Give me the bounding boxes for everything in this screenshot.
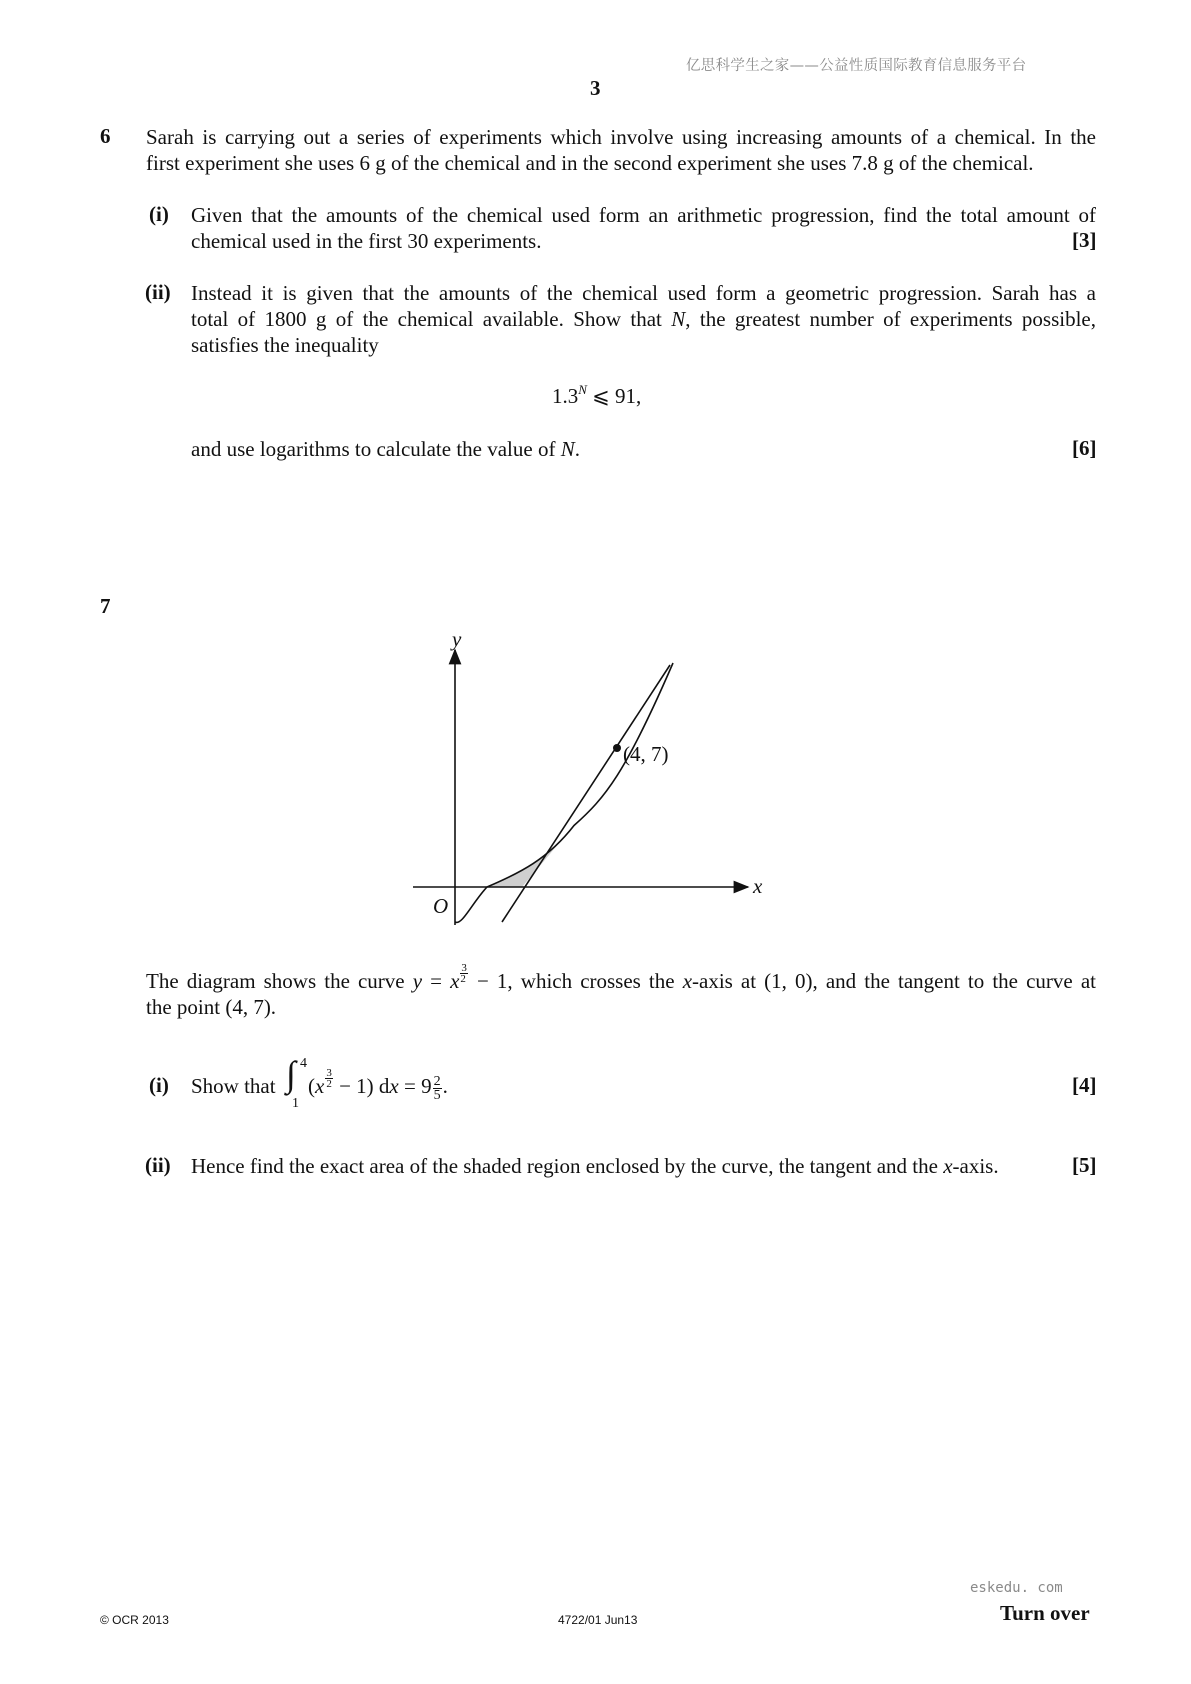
q7-desc-line2: the point (4, 7). [146, 995, 277, 1019]
q7-description [146, 961, 1096, 1020]
q7-part-i-label: (i) [149, 1073, 169, 1097]
variable-x: x [682, 969, 693, 993]
q7-desc-b: -axis at (1, 0), and the tangent to the curve at [692, 969, 1096, 993]
q6-part-ii-line4-a: and use logarithms to calculate the value of [191, 437, 561, 461]
q6-intro-line1: Sarah is carrying out a series of experiments which involve using increasing amounts of a chemical. In the [146, 125, 1096, 149]
q7-diagram [400, 615, 780, 930]
q6-part-ii-line2 [191, 306, 1096, 332]
q6-part-ii-line4 [191, 436, 580, 462]
question-6-number: 6 [100, 124, 111, 148]
q7-desc-line1 [146, 961, 1096, 994]
q6-part-i-line2: chemical used in the first 30 experiments. [191, 229, 542, 253]
footer-watermark: eskedu. com [970, 1580, 1063, 1596]
turn-over-text: Turn over [1000, 1601, 1090, 1625]
variable-N: N [671, 307, 686, 331]
integrand-open: ( [308, 1074, 315, 1098]
page-number: 3 [590, 76, 601, 100]
integral-upper-limit: 4 [300, 1056, 307, 1071]
q7-part-i-marks: [4] [1072, 1073, 1097, 1097]
answer-period: . [442, 1074, 448, 1098]
q7-part-i-text [191, 1073, 276, 1099]
inequality-rest: ⩽ 91, [586, 384, 642, 408]
exponent-fraction [460, 963, 468, 984]
q6-part-i-label: (i) [149, 202, 169, 226]
q7-part-ii-marks: [5] [1072, 1153, 1097, 1177]
q6-part-ii-line2-b: , the greatest number of experiments possible, [685, 307, 1096, 331]
q6-intro-line2: first experiment she uses 6 g of the chemical and in the second experiment she uses 7.8 g of the chemical. [146, 151, 1034, 175]
variable-x: x [315, 1074, 325, 1098]
integral-sign: ∫ [286, 1054, 296, 1094]
q6-part-ii-label: (ii) [145, 280, 171, 304]
integrand-rest: − 1) d [333, 1074, 390, 1098]
q6-part-ii-line1: Instead it is given that the amounts of the chemical used form a geometric progression. Sarah has a [191, 281, 1096, 305]
q7-part-ii-text [191, 1153, 999, 1179]
q7-part-ii-label: (ii) [145, 1153, 171, 1177]
integrand-exp-numerator: 3 [326, 1066, 332, 1079]
point-marker [613, 744, 621, 752]
exponent-denominator: 2 [460, 972, 466, 985]
variable-x: x [450, 969, 460, 993]
q7-part-i-expression [308, 1066, 448, 1103]
footer-paper-code: 4722/01 Jun13 [558, 1613, 638, 1627]
exponent-numerator: 3 [461, 961, 467, 974]
q6-part-ii-text [191, 280, 1096, 358]
integral-equals: = 9 [398, 1074, 432, 1098]
equals-sign: = [422, 969, 451, 993]
tangent-line [502, 665, 670, 922]
inequality-exponent: N [578, 382, 587, 397]
q7-part-ii-text-a: Hence find the exact area of the shaded region enclosed by the curve, the tangent and the [191, 1154, 944, 1178]
q7-desc-a: The diagram shows the curve [146, 969, 413, 993]
q6-part-ii-marks: [6] [1072, 436, 1097, 460]
variable-N: N [560, 437, 575, 461]
q6-part-i-marks: [3] [1072, 228, 1097, 252]
q6-part-ii-line3: satisfies the inequality [191, 333, 379, 357]
q7-part-i-show-that: Show that [191, 1074, 276, 1098]
inequality [552, 384, 641, 409]
q6-part-ii-line4-b: . [574, 437, 580, 461]
variable-y: y [412, 969, 423, 993]
integrand-exp-denominator: 2 [326, 1077, 332, 1090]
integral-lower-limit: 1 [292, 1096, 299, 1111]
inequality-base: 1.3 [552, 384, 579, 408]
answer-fraction [433, 1075, 442, 1102]
variable-x: x [943, 1154, 953, 1178]
question-6-intro [146, 124, 1096, 176]
diagram-origin-label: O [433, 894, 449, 918]
curve [455, 663, 673, 922]
answer-numerator: 2 [433, 1073, 441, 1089]
diagram-x-label: x [753, 874, 763, 898]
diagram-point-label: (4, 7) [623, 742, 669, 766]
q6-part-i-line1: Given that the amounts of the chemical used form an arithmetic progression, find the total amount of [191, 203, 1096, 227]
diagram-y-label: y [452, 627, 462, 651]
q6-part-i-text [191, 202, 1096, 254]
answer-denominator: 5 [433, 1087, 441, 1103]
q6-part-ii-line2-a: total of 1800 g of the chemical available. Show that [191, 307, 672, 331]
header-watermark: 亿思科学生之家——公益性质国际教育信息服务平台 [686, 58, 1027, 74]
q7-desc-eq-rest: − 1, which crosses the [468, 969, 683, 993]
footer-copyright: © OCR 2013 [100, 1613, 169, 1627]
question-7-number: 7 [100, 594, 111, 618]
integrand-exponent [325, 1068, 333, 1089]
variable-x: x [389, 1074, 399, 1098]
q7-part-ii-text-b: -axis. [952, 1154, 999, 1178]
